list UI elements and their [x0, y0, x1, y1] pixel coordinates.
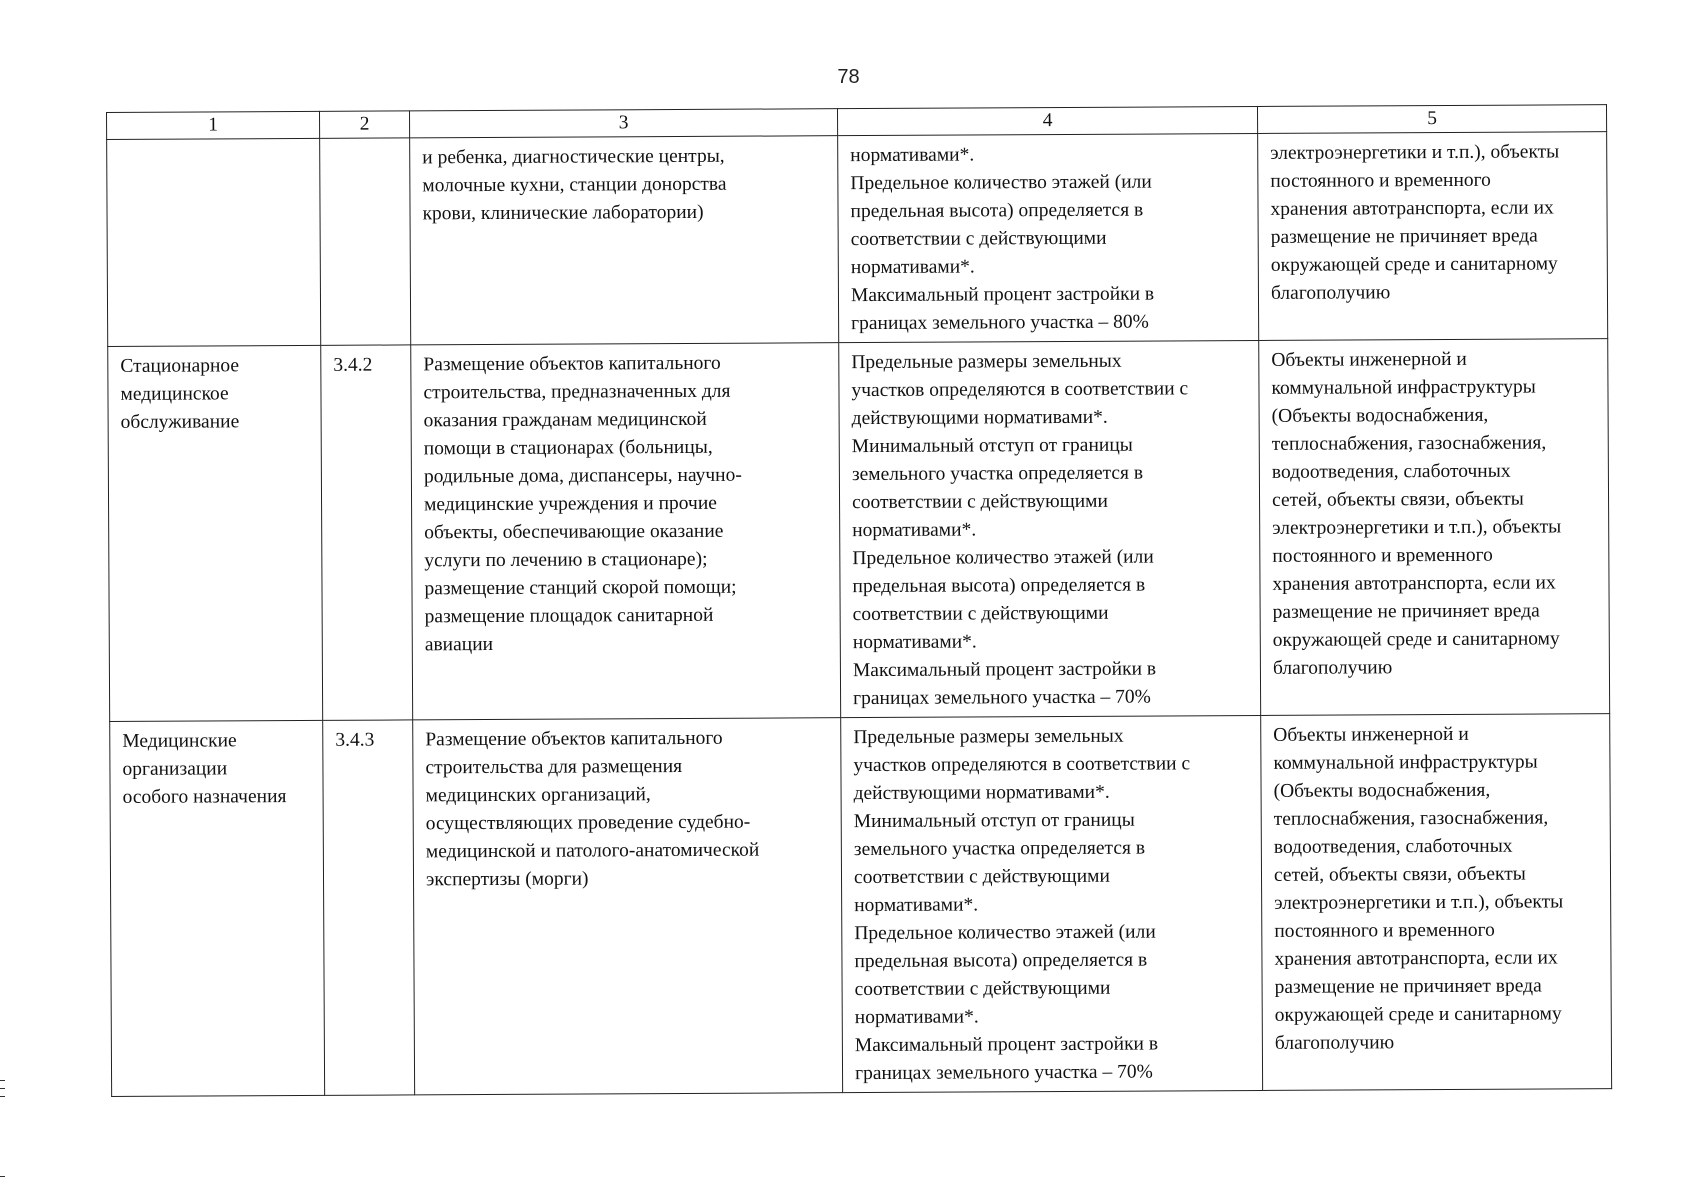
land-use-name-cell	[107, 138, 321, 346]
scan-edge-mark	[0, 1080, 5, 1081]
scan-edge-mark	[0, 1096, 5, 1097]
auxiliary-uses-cell: Объекты инженерной и коммунальной инфраструктуры (Объекты водоснабжения, теплоснабжения, газоснабжения, водоотведения, слаботочных сетей, объекты связи, объекты электроэнергетики и т.п.), объекты постоянного и временного хранения автотранспорта, если их размещение не причиняет вреда окружающей среде и санитарному благополучию	[1261, 714, 1612, 1091]
land-use-name-cell: Стационарное медицинское обслуживание	[108, 345, 323, 721]
description-cell: Размещение объектов капитального строительства для размещения медицинских организаций, осуществляющих проведение судебно- медицинской и патолого-анатомической экспертизы (морги)	[413, 718, 843, 1095]
parameters-cell: нормативами*. Предельное количество этажей (или предельная высота) определяется в соответствии с действующими нормативами*. Максимальный процент застройки в границах земельного участка – 80%	[838, 133, 1259, 342]
column-header-2: 2	[319, 111, 409, 138]
scan-edge-mark	[0, 1088, 5, 1089]
description-cell: Размещение объектов капитального строительства, предназначенных для оказания гражданам медицинской помощи в стационарах (больницы, родильные дома, диспансеры, научно- медицинские учреждения и прочие объекты, обеспечивающие оказание услуги по лечению в стационаре); размещение станций скорой помощи; размещение площадок санитарной авиации	[411, 343, 841, 720]
table-row	[108, 339, 1610, 722]
parameters-cell: Предельные размеры земельных участков определяются в соответствии с действующими нормативами*. Минимальный отступ от границы земельного участка определяется в соответствии с действующими нормативами*. Предельное количество этажей (или предельная высота) определяется в соответствии с действующими нормативами*. Максимальный процент застройки в границах земельного участка – 70%	[839, 340, 1261, 717]
column-header-5: 5	[1257, 105, 1606, 134]
column-header-1: 1	[107, 111, 320, 139]
auxiliary-uses-cell: Объекты инженерной и коммунальной инфраструктуры (Объекты водоснабжения, теплоснабжения, газоснабжения, водоотведения, слаботочных сетей, объекты связи, объекты электроэнергетики и т.п.), объекты постоянного и временного хранения автотранспорта, если их размещение не причиняет вреда окружающей среде и санитарному благополучию	[1259, 339, 1610, 716]
column-header-4: 4	[837, 106, 1257, 135]
scan-edge-mark	[0, 1176, 5, 1177]
description-cell: и ребенка, диагностические центры, молочные кухни, станции донорства крови, клинические лаборатории)	[410, 136, 839, 345]
auxiliary-uses-cell: электроэнергетики и т.п.), объекты постоянного и временного хранения автотранспорта, если их размещение не причиняет вреда окружающей среде и санитарному благополучию	[1258, 132, 1608, 341]
land-use-code-cell: 3.4.3	[323, 720, 415, 1095]
land-use-table	[106, 104, 1612, 1097]
table-row	[107, 132, 1608, 347]
land-use-code-cell	[320, 138, 411, 345]
column-header-3: 3	[409, 109, 837, 138]
parameters-cell: Предельные размеры земельных участков определяются в соответствии с действующими нормативами*. Минимальный отступ от границы земельного участка определяется в соответствии с действующими нормативами*. Предельное количество этажей (или предельная высота) определяется в соответствии с действующими нормативами*. Максимальный процент застройки в границах земельного участка – 70%	[841, 715, 1263, 1092]
page-number: 78	[837, 66, 860, 88]
land-use-code-cell: 3.4.2	[321, 345, 413, 720]
table-row	[110, 714, 1612, 1097]
land-use-name-cell: Медицинские организации особого назначения	[110, 720, 325, 1096]
